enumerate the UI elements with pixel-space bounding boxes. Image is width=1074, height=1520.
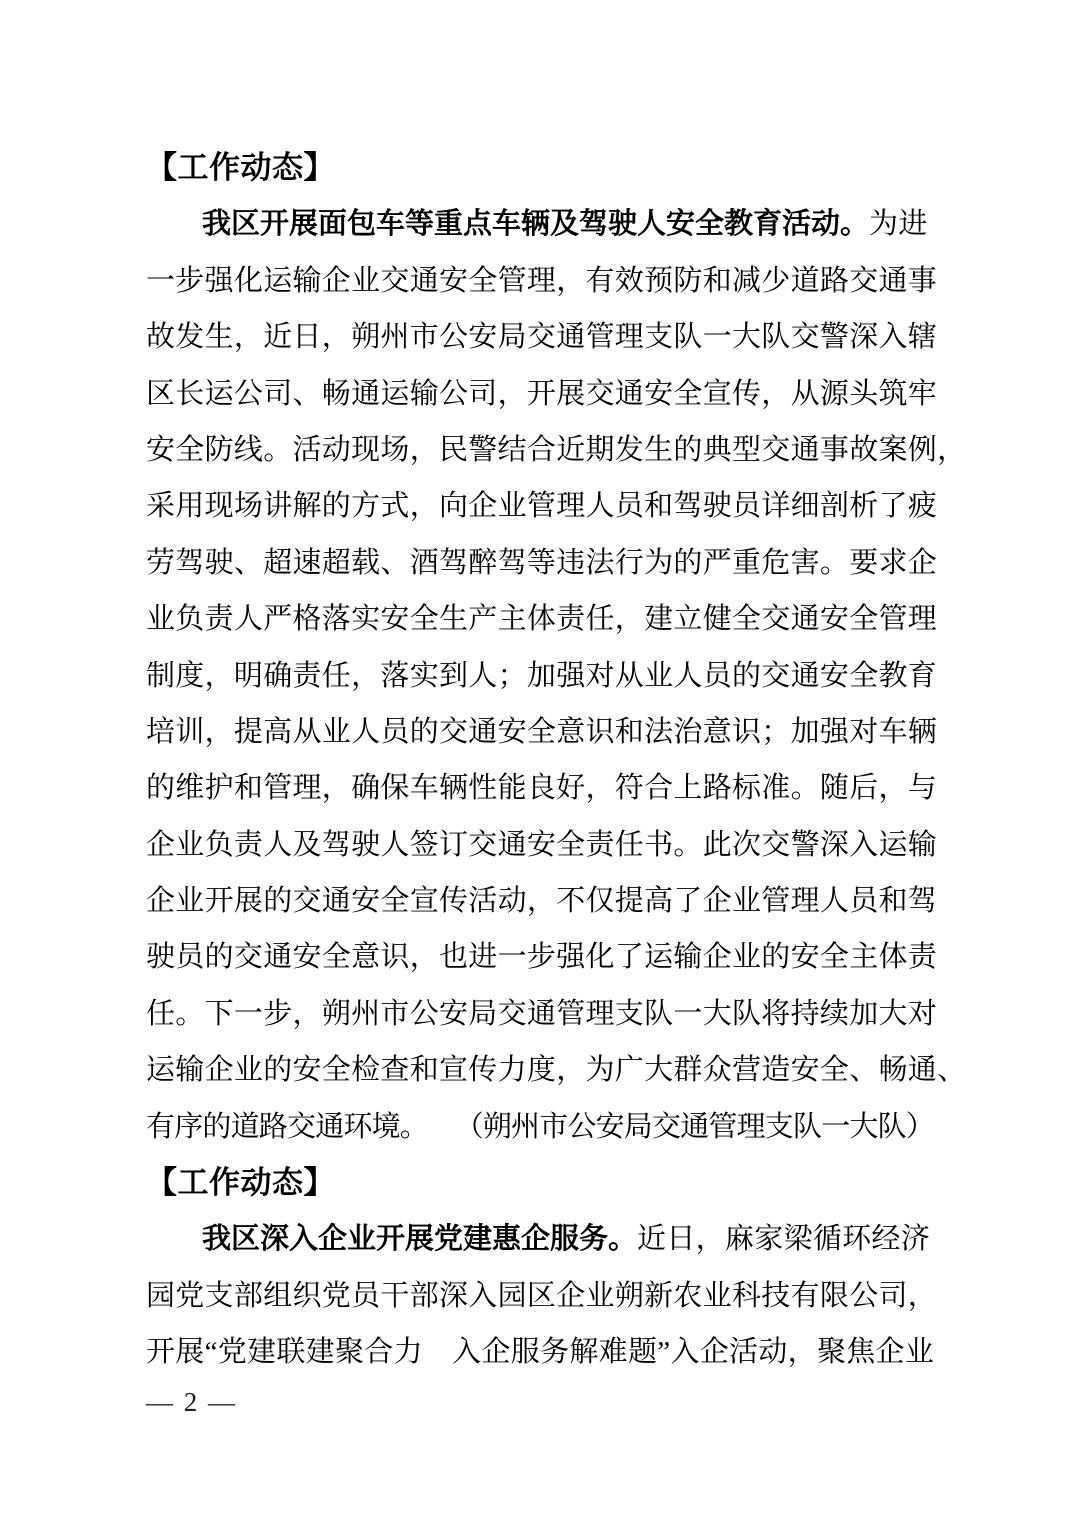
body-line-with-attribution xyxy=(146,1099,934,1155)
body-line: 的维护和管理，确保车辆性能良好，符合上路标准。随后，与 xyxy=(146,772,938,805)
body-line: 故发生，近日，朔州市公安局交通管理支队一大队交警深入辖 xyxy=(146,321,938,354)
body-line: 安全防线。活动现场，民警结合近期发生的典型交通事故案例， xyxy=(146,433,967,466)
body-line: 运输企业的安全检查和宣传力度，为广大群众营造安全、畅通、 xyxy=(146,1054,967,1087)
body-line xyxy=(146,196,934,252)
body-line: 制度，明确责任，落实到人；加强对从业人员的交通安全教育 xyxy=(146,659,938,692)
page-number: — 2 — xyxy=(146,1387,237,1417)
body-line: 企业负责人及驾驶人签订交通安全责任书。此次交警深入运输 xyxy=(146,828,938,861)
body-line: 一步强化运输企业交通安全管理，有效预防和减少道路交通事 xyxy=(146,264,938,297)
section-1-heading: 【工作动态】 xyxy=(146,150,335,185)
body-line: 劳驾驶、超速超载、酒驾醉驾等违法行为的严重危害。要求企 xyxy=(146,546,938,579)
paragraph-1-attribution: （朔州市公安局交通管理支队一大队） xyxy=(454,1110,934,1143)
body-line: 园党支部组织党员干部深入园区企业朔新农业科技有限公司， xyxy=(146,1279,938,1312)
body-line: 培训，提高从业人员的交通安全意识和法治意识；加强对车辆 xyxy=(146,715,938,748)
paragraph-1-lead: 我区开展面包车等重点车辆及驾驶人安全教育活动。 xyxy=(202,208,870,241)
body-line: 采用现场讲解的方式，向企业管理人员和驾驶员详细剖析了疲 xyxy=(146,490,938,523)
document-content xyxy=(146,140,967,1381)
body-line: 任。下一步，朔州市公安局交通管理支队一大队将持续加大对 xyxy=(146,997,938,1030)
body-line: 驶员的交通安全意识，也进一步强化了运输企业的安全主体责 xyxy=(146,941,938,974)
paragraph-1-closing: 有序的道路交通环境。 xyxy=(146,1110,429,1143)
paragraph-2-lead-tail: 近日，麻家梁循环经济 xyxy=(637,1223,931,1256)
body-line xyxy=(146,1211,934,1267)
paragraph-2-lead: 我区深入企业开展党建惠企服务。 xyxy=(202,1223,638,1256)
body-line: 企业开展的交通安全宣传活动，不仅提高了企业管理人员和驾 xyxy=(146,885,938,918)
paragraph-1-lead-tail: 为进 xyxy=(869,208,928,241)
body-line: 区长运公司、畅通运输公司，开展交通安全宣传，从源头筑牢 xyxy=(146,377,938,410)
body-line: 开展“党建联建聚合力 入企服务解难题”入企活动，聚焦企业 xyxy=(146,1336,935,1369)
body-line: 业负责人严格落实安全生产主体责任，建立健全交通安全管理 xyxy=(146,603,938,636)
section-2-heading: 【工作动态】 xyxy=(146,1165,335,1201)
